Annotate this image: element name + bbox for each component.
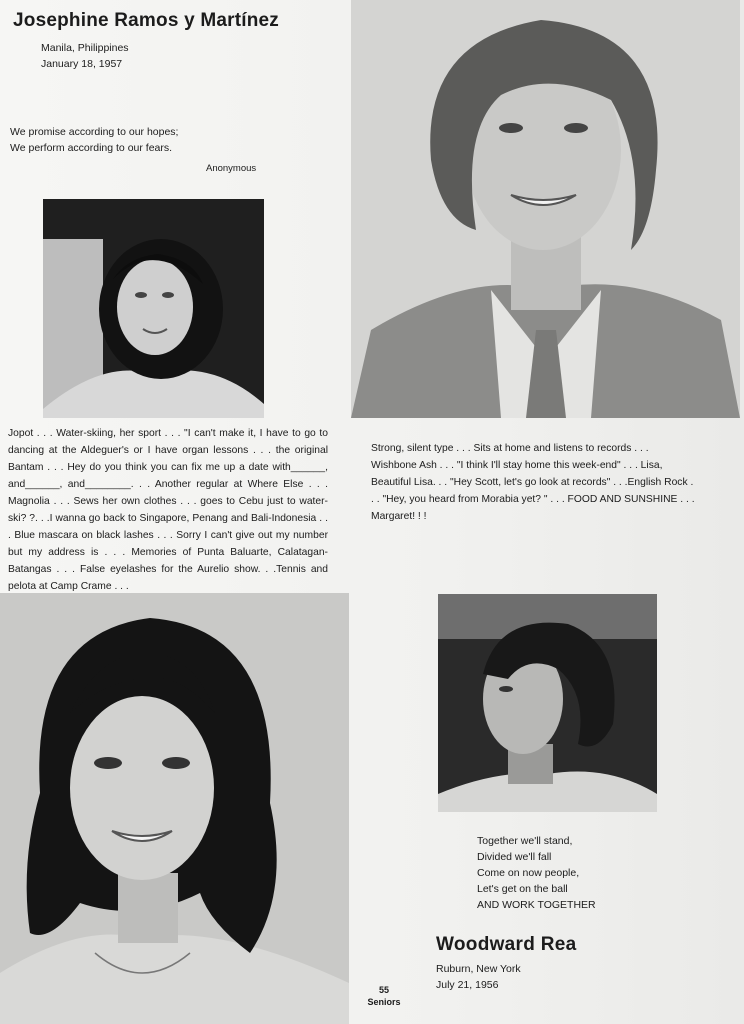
senior-name-woodward: Woodward Rea: [436, 934, 577, 955]
candid-photo-woodward: [438, 594, 657, 812]
hometown: Ruburn, New York: [436, 963, 521, 975]
bio-text-josephine: Jopot . . . Water-skiing, her sport . . . "I can't make it, I have to go to dancing at the Aldeguer's or I have organ lessons . . . the original Bantam . . . Hey do you think you can fix me up a date with______, and______, and________. . . Another regular at Where Else . . . Magnolia . . . Sews her own clothes . . . goes to Cebu just to water-ski? ?. . .I wanna go back to Singapore, Penang and Bali-Indonesia . . . Blue mascara on black lashes . . . Sorry I can't give out my number but my address is . . . Memories of Punta Baluarte, Calatagan-Batangas . . . False eyelashes for the Aurelio show. . .Tennis and pelota at Camp Crame . . .: [8, 428, 328, 592]
poem-line: Let's get on the ball: [477, 883, 568, 895]
poem: [477, 833, 596, 913]
poem-line: AND WORK TOGETHER: [477, 899, 596, 911]
page-number: 55: [378, 985, 389, 995]
quote-attribution: Anonymous: [206, 163, 257, 174]
portrait-photo-woodward: [351, 0, 740, 418]
portrait-photo-josephine: [0, 593, 349, 1024]
poem-line: Divided we'll fall: [477, 851, 552, 863]
senior-quote: [10, 124, 178, 156]
quote-line: We promise according to our hopes;: [10, 126, 179, 138]
senior-name-josephine: Josephine Ramos y Martínez: [13, 10, 279, 31]
hometown: Manila, Philippines: [41, 42, 129, 54]
hometown-block-josephine: [41, 40, 129, 72]
birthdate: January 18, 1957: [41, 58, 123, 70]
bio-text-woodward: Strong, silent type . . . Sits at home and listens to records . . . Wishbone Ash . . . "I think I'll stay home this week-end" . . . Lisa, Beautiful Lisa. . . "Hey Scott, let's go look at records" . . .English Rock . . . "Hey, you heard from Morabia yet? " . . . FOOD AND SUNSHINE . . . Margaret! ! !: [371, 443, 695, 522]
page-footer: [364, 984, 404, 1008]
section-label: Seniors: [367, 997, 401, 1007]
quote-line: We perform according to our fears.: [10, 142, 173, 154]
hometown-block-woodward: [436, 961, 521, 993]
poem-line: Come on now people,: [477, 867, 580, 879]
birthdate: July 21, 1956: [436, 979, 499, 991]
poem-line: Together we'll stand,: [477, 835, 573, 847]
candid-photo-josephine: [43, 199, 264, 418]
